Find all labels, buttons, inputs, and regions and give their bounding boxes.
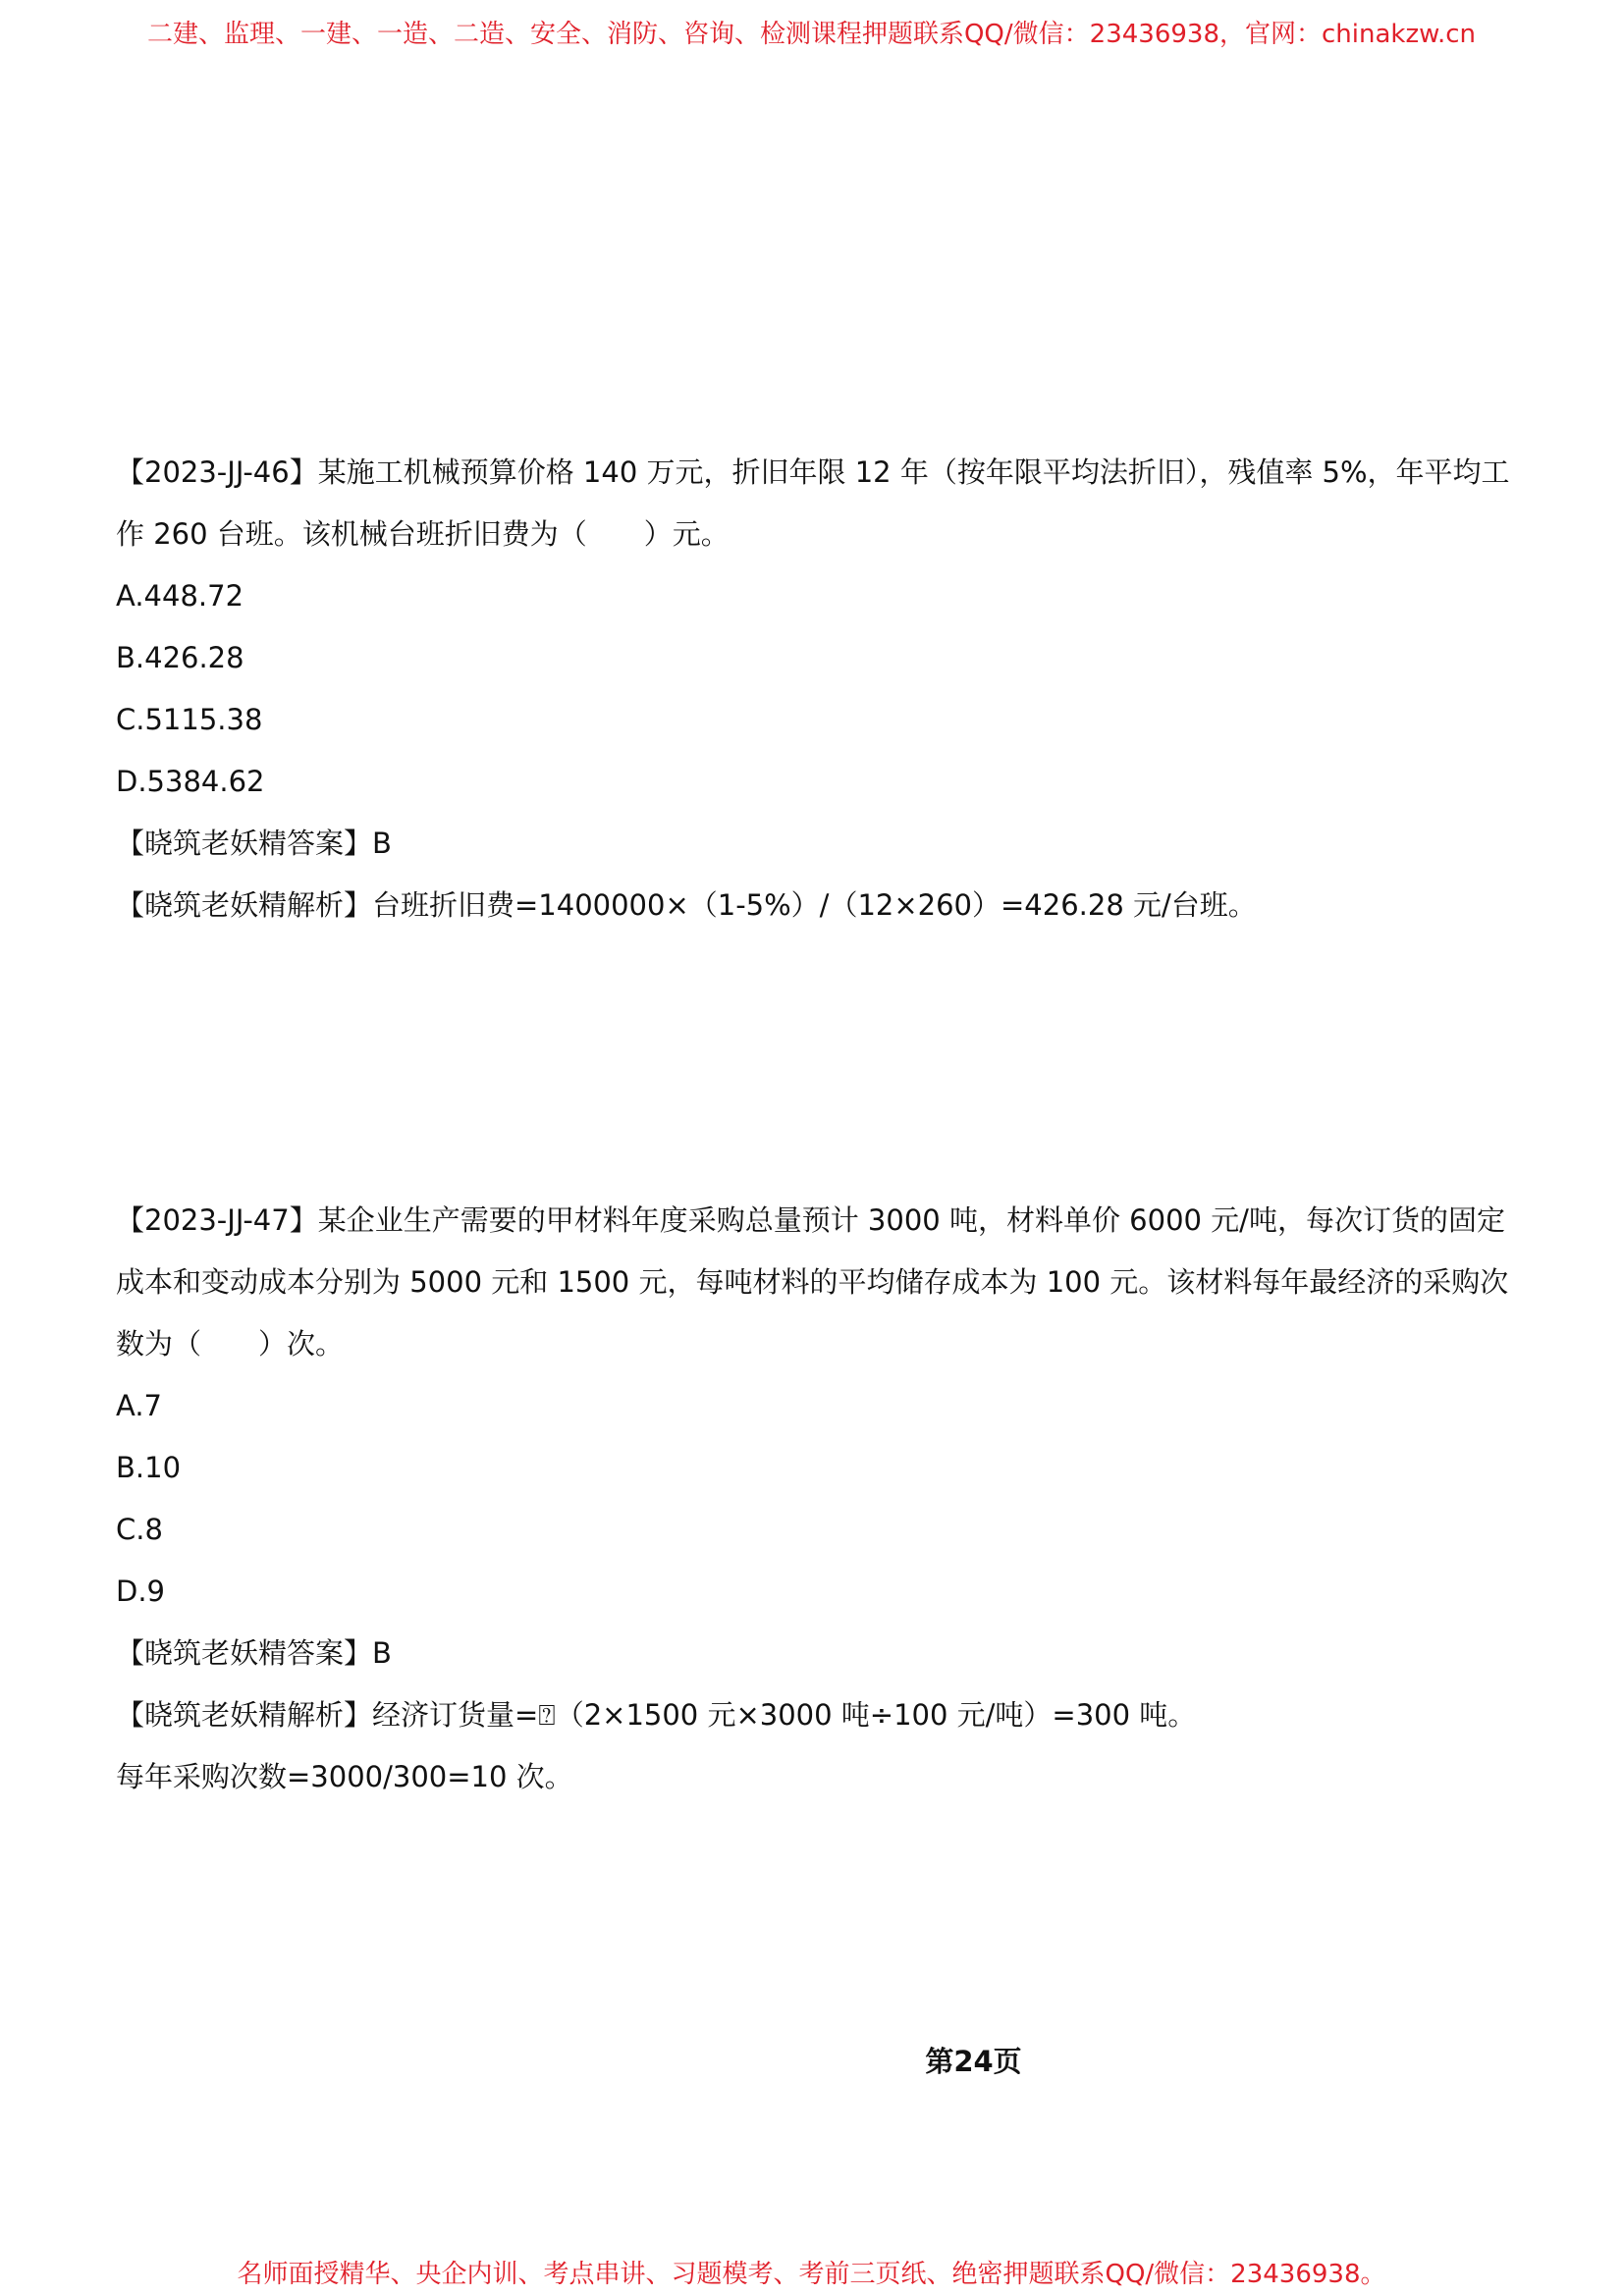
answer-line: 【晓筑老妖精答案】B bbox=[116, 827, 392, 860]
analysis-line: 【晓筑老妖精解析】经济订货量=⍰（2×1500 元×3000 吨÷100 元/吨）=300 吨。 bbox=[116, 1698, 1197, 1732]
option-a: A.7 bbox=[116, 1389, 162, 1422]
analysis-line: 【晓筑老妖精解析】台班折旧费=1400000×（1-5%）/（12×260）=426.28 元/台班。 bbox=[116, 888, 1257, 922]
analysis-line: 每年采购次数=3000/300=10 次。 bbox=[116, 1760, 573, 1793]
question-stem: 【2023-JJ-47】某企业生产需要的甲材料年度采购总量预计 3000 吨，材料单价 6000 元/吨，每次订货的固定成本和变动成本分别为 5000 元和 1500 元，每吨材料的平均储存成本为 100 元。该材料每年最经济的采购次数为（ ）次。 bbox=[116, 1203, 1509, 1361]
answer-line: 【晓筑老妖精答案】B bbox=[116, 1636, 392, 1670]
question-46 bbox=[116, 442, 1510, 936]
option-b: B.10 bbox=[116, 1451, 182, 1484]
option-b: B.426.28 bbox=[116, 641, 244, 674]
option-c: C.5115.38 bbox=[116, 703, 263, 736]
question-stem: 【2023-JJ-46】某施工机械预算价格 140 万元，折旧年限 12 年（按年限平均法折旧），残值率 5%，年平均工作 260 台班。该机械台班折旧费为（ ）元。 bbox=[116, 455, 1510, 551]
option-c: C.8 bbox=[116, 1513, 163, 1546]
page-number: 第24页 bbox=[925, 2045, 1022, 2078]
header-banner: 二建、监理、一建、一造、二造、安全、消防、咨询、检测课程押题联系QQ/微信：23436938，官网：chinakzw.cn bbox=[146, 20, 1477, 49]
option-a: A.448.72 bbox=[116, 579, 244, 613]
footer-banner: 名师面授精华、央企内训、考点串讲、习题模考、考前三页纸、绝密押题联系QQ/微信：23436938。 bbox=[237, 2260, 1386, 2289]
option-d: D.5384.62 bbox=[116, 765, 265, 798]
option-d: D.9 bbox=[116, 1575, 165, 1608]
question-47 bbox=[116, 1190, 1510, 1808]
